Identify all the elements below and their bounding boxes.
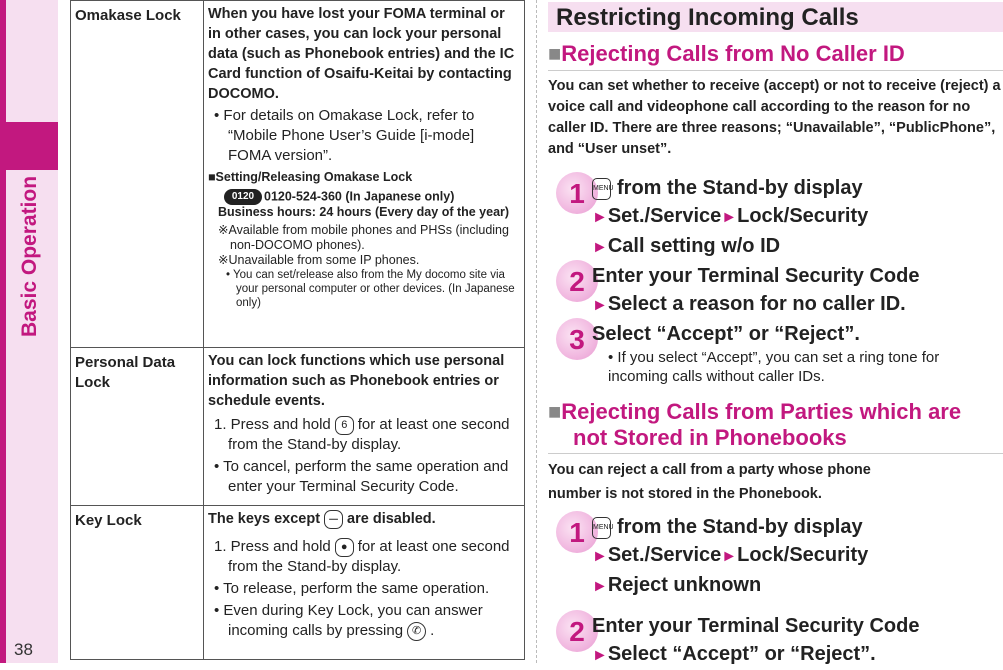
arrow-icon: ► [592, 209, 608, 226]
step-text: Enter your Terminal Security Code ►Select a reason for no caller ID. [592, 265, 920, 315]
note-item: ※Unavailable from some IP phones. [218, 253, 420, 267]
menu-key-icon: MENU [592, 178, 611, 200]
table-row-omakase [71, 1, 525, 348]
step-number-badge: 2 [556, 610, 598, 652]
page-number: 38 [14, 640, 33, 659]
section-heading-no-caller-id: ■Rejecting Calls from No Caller ID [548, 41, 905, 66]
table-row-key-lock [71, 506, 525, 660]
step-text: Enter your Terminal Security Code ►Select “Accept” or “Reject”. [592, 615, 920, 665]
lead-text: You can lock functions which use personal information such as Phonebook entries or schedule events. [208, 353, 505, 409]
restricting-calls-section [548, 0, 1003, 663]
tab-stripe [0, 0, 6, 663]
section-intro: You can set whether to receive (accept) or not to receive (reject) a voice call and videophone call according to the reason for no caller ID. There are three reasons; “Unavailable”, “PublicPhone”, and “User unset”. [548, 78, 1001, 157]
bullet-item: • Even during Key Lock, you can answer incoming calls by pressing ✆ . [214, 602, 483, 639]
note-item: ※Available from mobile phones and PHSs (including non-DOCOMO phones). [218, 223, 509, 252]
note-item: • You can set/release also from the My docomo site via your personal computer or other devices. (In Japanese only) [226, 269, 515, 309]
column-divider [536, 0, 537, 663]
table-row-personal-data [71, 348, 525, 506]
section-intro: You can reject a call from a party whose phone [548, 462, 871, 478]
page-title: Restricting Incoming Calls [548, 2, 1003, 32]
row-description [204, 1, 525, 348]
bullet-item: • To cancel, perform the same operation and enter your Terminal Security Code. [214, 458, 509, 495]
arrow-icon: ► [592, 239, 608, 256]
center-key-icon: ● [335, 538, 354, 557]
section-intro: number is not stored in the Phonebook. [548, 486, 822, 502]
step-number-badge: 1 [556, 172, 598, 214]
call-key-icon: ✆ [407, 622, 426, 641]
free-dial-icon: 0120 [224, 189, 262, 205]
arrow-icon: ► [721, 548, 738, 565]
step-item: 1. Press and hold ● for at least one second from the Stand-by display. [214, 538, 510, 575]
row-label: Personal Data Lock [71, 348, 204, 506]
section-label: Basic Operation [18, 175, 41, 337]
business-hours: Business hours: 24 hours (Every day of the year) [218, 205, 510, 219]
row-description [204, 506, 525, 660]
step-item: 1. Press and hold 6 for at least one second from the Stand-by display. [214, 416, 510, 453]
arrow-icon: ► [592, 297, 608, 314]
bullet-item: • To release, perform the same operation. [214, 580, 490, 597]
step-number-badge: 3 [556, 318, 598, 360]
phone-line: 0120 0120-524-360 (In Japanese only) [208, 189, 520, 205]
step-text: MENU from the Stand-by display ►Set./Service►Lock/Security ►Call setting w/o ID [592, 177, 869, 257]
divider [548, 70, 1003, 71]
section-heading-not-stored: ■Rejecting Calls from Parties which are [548, 399, 962, 424]
step-text: MENU from the Stand-by display ►Set./Service►Lock/Security ►Reject unknown [592, 516, 869, 596]
row-label: Omakase Lock [71, 1, 204, 348]
arrow-icon: ► [592, 578, 608, 595]
step-note: • If you select “Accept”, you can set a ring tone for incoming calls without caller IDs. [608, 349, 940, 385]
row-description [204, 348, 525, 506]
step-number-badge: 2 [556, 260, 598, 302]
step-number-badge: 1 [556, 511, 598, 553]
arrow-icon: ► [592, 548, 608, 565]
divider [548, 453, 1003, 454]
lock-functions-table [70, 0, 525, 660]
arrow-icon: ► [592, 647, 608, 664]
clear-key-icon: ⏤ [324, 510, 343, 529]
lead-text: The keys except ⏤ are disabled. [208, 511, 436, 527]
menu-key-icon: MENU [592, 517, 611, 539]
key-6-icon: 6 [335, 416, 354, 435]
tab-marker [0, 122, 58, 170]
section-heading-line2: not Stored in Phonebooks [573, 425, 847, 450]
lead-text: When you have lost your FOMA terminal or in other cases, you can lock your personal data (such as Phonebook entries) and the IC Card function of Osaifu-Keitai by contacting DOCOMO. [208, 6, 515, 102]
setting-heading: ■Setting/Releasing Omakase Lock [208, 170, 413, 184]
arrow-icon: ► [721, 209, 738, 226]
chapter-tab [0, 0, 58, 663]
bullet-item: • For details on Omakase Lock, refer to “Mobile Phone User’s Guide [i-mode] FOMA version”. [214, 107, 475, 164]
row-label: Key Lock [71, 506, 204, 660]
step-text: Select “Accept” or “Reject”. [592, 323, 860, 345]
